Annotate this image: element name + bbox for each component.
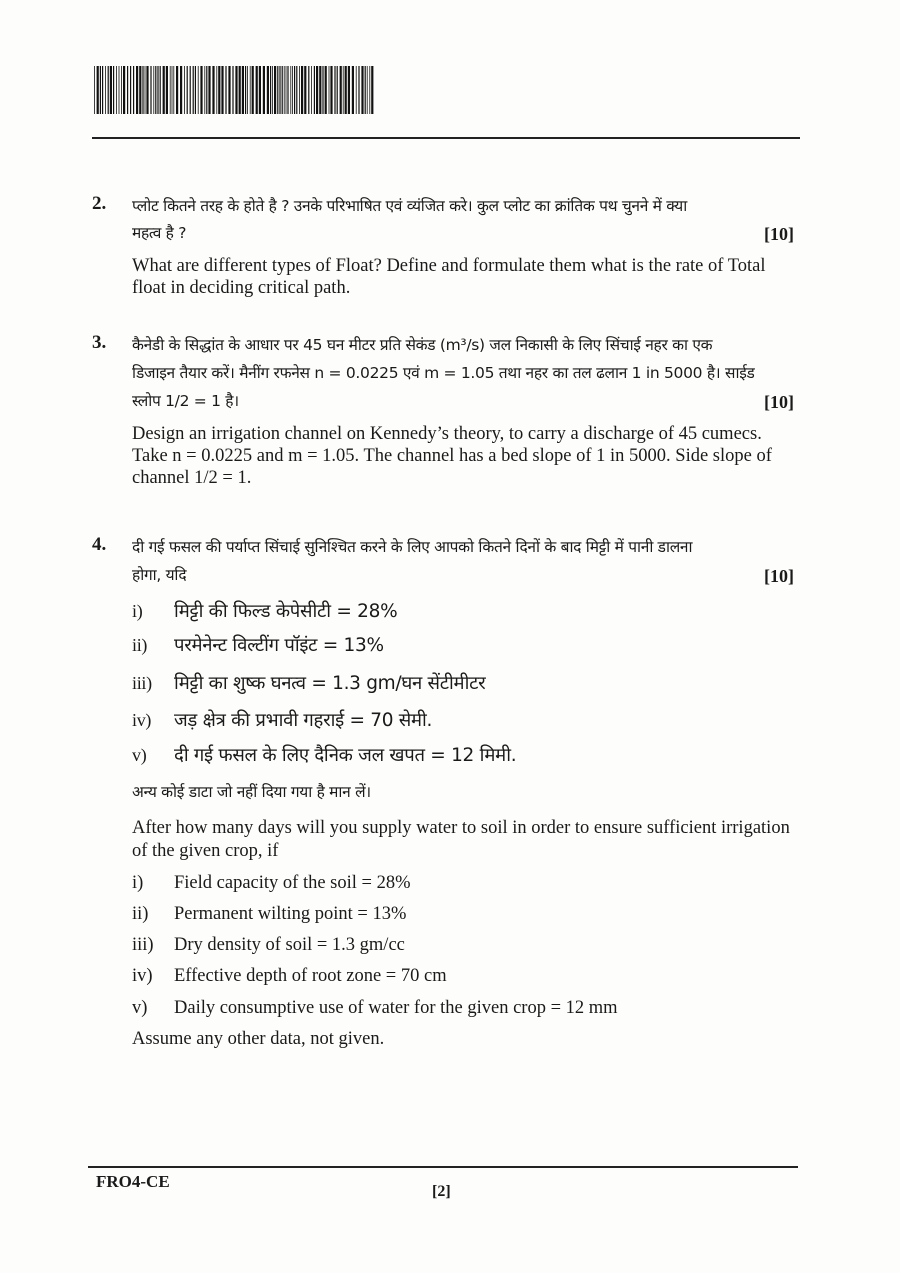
question-2-english-line-1: What are different types of Float? Define and formulate them what is the rate of Total bbox=[132, 256, 766, 276]
question-3-marks: [10] bbox=[764, 392, 794, 412]
item-text: मिट्टी की फिल्ड केपेसीटी = 28% bbox=[174, 601, 398, 622]
question-4-english-line-1: After how many days will you supply water to soil in order to ensure sufficient irrigation bbox=[132, 818, 790, 838]
question-4-english-note: Assume any other data, not given. bbox=[132, 1029, 385, 1049]
question-2-number: 2. bbox=[92, 193, 107, 214]
question-2-hindi-line-2: महत्व है ? bbox=[132, 224, 187, 242]
page-number: [2] bbox=[432, 1183, 451, 1200]
question-2-hindi-line-1: प्लोट कितने तरह के होते है ? उनके परिभाषित एवं व्यंजित करे। कुल प्लोट का क्रांतिक पथ चुनने में क्या bbox=[132, 197, 687, 215]
question-4-hindi-item bbox=[132, 598, 397, 623]
question-2-marks: [10] bbox=[764, 224, 794, 244]
item-label: ii) bbox=[132, 635, 148, 655]
question-4-english-item bbox=[132, 873, 411, 894]
item-text: Permanent wilting point = 13% bbox=[174, 904, 407, 924]
question-4-english-item bbox=[132, 966, 447, 987]
item-text: Field capacity of the soil = 28% bbox=[174, 873, 411, 893]
question-4-hindi-note: अन्य कोई डाटा जो नहीं दिया गया है मान लें। bbox=[132, 783, 371, 801]
paper-code: FRO4-CE bbox=[96, 1172, 170, 1191]
question-4-hindi-item bbox=[132, 742, 516, 767]
item-label: v) bbox=[132, 998, 148, 1018]
item-text: मिट्टी का शुष्क घनत्व = 1.3 gm/घन सेंटीमीटर bbox=[174, 673, 486, 694]
question-4-number: 4. bbox=[92, 534, 107, 555]
item-text: Effective depth of root zone = 70 cm bbox=[174, 966, 447, 986]
item-label: iii) bbox=[132, 673, 152, 693]
question-4-english-line-2: of the given crop, if bbox=[132, 841, 279, 861]
question-3-hindi-line-2: डिजाइन तैयार करें। मैनींग रफनेस n = 0.0225 एवं m = 1.05 तथा नहर का तल ढलान 1 in 5000 है। साईड bbox=[132, 364, 755, 382]
question-4-english-item bbox=[132, 998, 618, 1019]
question-4-marks: [10] bbox=[764, 566, 794, 586]
question-4-hindi-line-2: होगा, यदि bbox=[132, 566, 187, 584]
item-label: iv) bbox=[132, 966, 153, 986]
item-label: i) bbox=[132, 873, 144, 893]
question-3-english-line-3: channel 1/2 = 1. bbox=[132, 468, 252, 488]
question-4-english-item bbox=[132, 904, 406, 925]
question-3-english-line-2: Take n = 0.0225 and m = 1.05. The channel has a bed slope of 1 in 5000. Side slope of bbox=[132, 446, 772, 466]
question-4-hindi-item bbox=[132, 707, 432, 732]
question-3-english-line-1: Design an irrigation channel on Kennedy’s theory, to carry a discharge of 45 cumecs. bbox=[132, 424, 762, 444]
question-4-hindi-item bbox=[132, 632, 384, 657]
question-2-english-line-2: float in deciding critical path. bbox=[132, 278, 351, 298]
question-4-english-item bbox=[132, 935, 405, 956]
item-text: परमेनेन्ट विल्टींग पॉइंट = 13% bbox=[174, 635, 384, 656]
item-text: Dry density of soil = 1.3 gm/cc bbox=[174, 935, 405, 955]
question-4-hindi-item bbox=[132, 670, 485, 695]
item-label: iv) bbox=[132, 710, 152, 730]
item-text: जड़ क्षेत्र की प्रभावी गहराई = 70 सेमी. bbox=[174, 710, 433, 731]
item-text: दी गई फसल के लिए दैनिक जल खपत = 12 मिमी. bbox=[174, 745, 517, 766]
barcode bbox=[94, 66, 374, 114]
question-3-number: 3. bbox=[92, 332, 107, 353]
header-rule bbox=[92, 137, 800, 139]
footer-rule bbox=[88, 1166, 798, 1168]
question-4-hindi-line-1: दी गई फसल की पर्याप्त सिंचाई सुनिश्चित करने के लिए आपको कितने दिनों के बाद मिट्टी में पानी डालना bbox=[132, 538, 693, 556]
item-label: v) bbox=[132, 745, 147, 765]
item-label: i) bbox=[132, 601, 143, 621]
item-label: iii) bbox=[132, 935, 154, 955]
question-3-hindi-line-1: कैनेडी के सिद्धांत के आधार पर 45 घन मीटर प्रति सेकंड (m³/s) जल निकासी के लिए सिंचाई नहर का एक bbox=[132, 336, 713, 354]
question-3-hindi-line-3: स्लोप 1/2 = 1 है। bbox=[132, 392, 239, 410]
item-text: Daily consumptive use of water for the given crop = 12 mm bbox=[174, 998, 618, 1018]
item-label: ii) bbox=[132, 904, 149, 924]
